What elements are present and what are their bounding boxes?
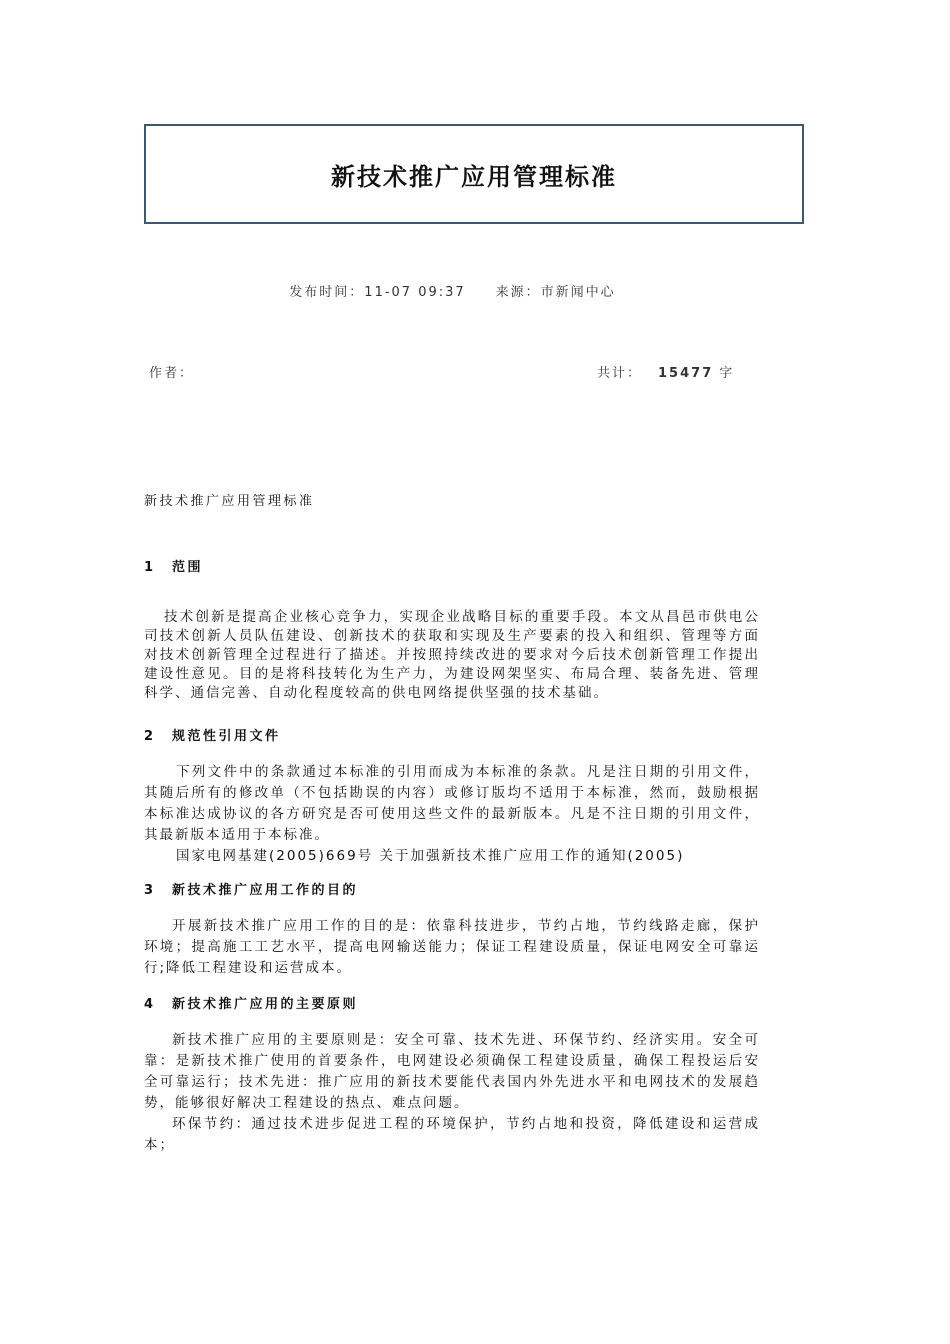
section-paragraph: 环保节约：通过技术进步促进工程的环境保护，节约占地和投资，降低建设和运营成本； [144, 1116, 760, 1153]
section-paragraph: 新技术推广应用的主要原则是：安全可靠、技术先进、环保节约、经济实用。安全可靠：是新技术推广使用的首要条件，电网建设必须确保工程建设质量，确保工程投运后安全可靠运行；技术先进：推广应用的新技术要能代表国内外先进水平和电网技术的发展趋势，能够很好解决工程建设的热点、难点问题。 [144, 1032, 760, 1111]
meta-line [0, 281, 905, 300]
word-count-unit: 字 [719, 366, 735, 381]
source: 来源：市新闻中心 [495, 285, 616, 300]
document-title: 新技术推广应用管理标准 [144, 494, 315, 509]
word-count [597, 362, 734, 381]
author-row [149, 362, 739, 381]
document-body [144, 492, 760, 1156]
section-paragraph: 技术创新是提高企业核心竞争力，实现企业战略目标的重要手段。本文从昌邑市供电公司技术创新人员队伍建设、创新技术的获取和实现及生产要素的投入和组织、管理等方面对技术创新管理全过程进行了描述。并按照持续改进的要求对今后技术创新管理工作提出建设性意见。目的是将科技转化为生产力，为建设网架坚实、布局合理、装备先进、管理科学、通信完善、自动化程度较高的供电网络提供坚强的技术基础。 [144, 609, 760, 701]
page-title: 新技术推广应用管理标准 [331, 162, 617, 191]
section-paragraph: 国家电网基建(2005)669号 关于加强新技术推广应用工作的通知(2005) [176, 848, 685, 864]
section-heading: 4 新技术推广应用的主要原则 [144, 997, 359, 1012]
section-paragraph: 下列文件中的条款通过本标准的引用而成为本标准的条款。凡是注日期的引用文件，其随后所有的修改单（不包括勘误的内容）或修订版均不适用于本标准，然而，鼓励根据本标准达成协议的各方研究是否可使用这些文件的最新版本。凡是不注日期的引用文件，其最新版本适用于本标准。 [144, 764, 760, 843]
word-count-label: 共计： [597, 366, 643, 381]
publish-time: 发布时间：11-07 09:37 [289, 285, 466, 300]
section-paragraph: 开展新技术推广应用工作的目的是：依靠科技进步，节约占地，节约线路走廊，保护环境；提高施工工艺水平，提高电网输送能力；保证工程建设质量，保证电网安全可靠运行;降低工程建设和运营成本。 [144, 918, 760, 976]
section-heading: 2 规范性引用文件 [144, 729, 281, 744]
word-count-value: 15477 [658, 366, 714, 381]
author-label: 作者： [149, 366, 195, 381]
title-box [144, 124, 804, 224]
section-heading: 3 新技术推广应用工作的目的 [144, 883, 359, 898]
section-heading: 1 范围 [144, 560, 204, 575]
